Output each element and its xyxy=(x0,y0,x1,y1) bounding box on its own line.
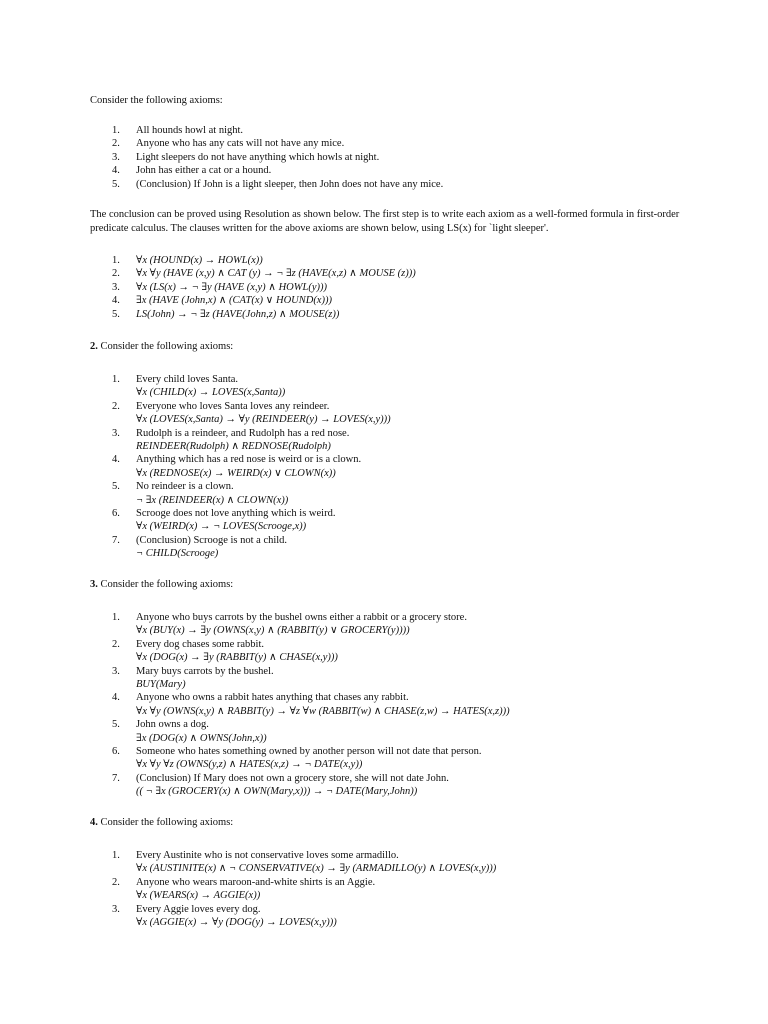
axiom-list-2 xyxy=(112,373,391,561)
list-item: 5. No reindeer is a clown. xyxy=(112,481,234,493)
list-item: 1. All hounds howl at night. xyxy=(112,125,244,136)
intro-heading: Consider the following axioms: xyxy=(90,95,223,106)
list-item: 4. John has either a cat or a hound. xyxy=(112,165,272,177)
list-item: 2. Every dog chases some rabbit. xyxy=(112,638,265,650)
formula-line: ∀x (WEARS(x) → AGGIE(x)) xyxy=(136,890,261,902)
list-item: 1. ∀x (HOUND(x) → HOWL(x)) xyxy=(112,255,263,266)
list-item: 4. Anyone who owns a rabbit hates anything that chases any rabbit. xyxy=(112,692,409,704)
list-item: 4. Anything which has a red nose is weird or is a clown. xyxy=(112,454,362,466)
list-item: 1. Every child loves Santa. xyxy=(112,374,239,385)
list-item: 2. Anyone who wears maroon-and-white shirts is an Aggie. xyxy=(112,876,376,888)
formula-line: ¬ CHILD(Scrooge) xyxy=(136,548,219,560)
list-item: 5. John owns a dog. xyxy=(112,719,209,731)
list-item: 6. Scrooge does not love anything which is weird. xyxy=(112,508,336,520)
axiom-list-4 xyxy=(112,849,496,929)
list-item: 2. ∀x ∀y (HAVE (x,y) ∧ CAT (y) → ¬ ∃z (HAVE(x,z) ∧ MOUSE (z))) xyxy=(112,268,416,280)
list-item: 2. Anyone who has any cats will not have any mice. xyxy=(112,138,345,150)
formula-line: ∀x (LOVES(x,Santa) → ∀y (REINDEER(y) → LOVES(x,y))) xyxy=(136,414,391,426)
list-item: 7. (Conclusion) If Mary does not own a grocery store, she will not date John. xyxy=(112,772,449,784)
formula-line: (( ¬ ∃x (GROCERY(x) ∧ OWN(Mary,x))) → ¬ DATE(Mary,John)) xyxy=(136,786,418,798)
formula-line: ∀x (AUSTINITE(x) ∧ ¬ CONSERVATIVE(x) → ∃y (ARMADILLO(y) ∧ LOVES(x,y))) xyxy=(136,863,497,875)
section-4-heading: 4. Consider the following axioms: xyxy=(90,817,234,828)
formula-line: ∃x (DOG(x) ∧ OWNS(John,x)) xyxy=(136,732,267,744)
formula-line: ∀x (REDNOSE(x) → WEIRD(x) ∨ CLOWN(x)) xyxy=(136,467,336,479)
list-item: 1. Every Austinite who is not conservative loves some armadillo. xyxy=(112,850,399,861)
formula-line: ¬ ∃x (REINDEER(x) ∧ CLOWN(x)) xyxy=(136,494,289,506)
explanation-paragraph: The conclusion can be proved using Resolution as shown below. The first step is to write each axiom as a well-formed formula in first-order predicate calculus. The clauses written for the above axioms are shown below, using LS(x) for `light sleeper'. xyxy=(90,209,680,234)
formula-list-1 xyxy=(112,254,416,321)
formula-line: ∀x ∀y (OWNS(x,y) ∧ RABBIT(y) → ∀z ∀w (RABBIT(w) ∧ CHASE(z,w) → HATES(x,z))) xyxy=(136,705,510,717)
formula-line: ∀x (BUY(x) → ∃y (OWNS(x,y) ∧ (RABBIT(y) ∨ GROCERY(y)))) xyxy=(136,625,410,637)
section-2-heading: 2. Consider the following axioms: xyxy=(90,341,234,352)
list-item: 3. Light sleepers do not have anything which howls at night. xyxy=(112,151,380,163)
axiom-list-1 xyxy=(112,124,443,191)
list-item: 5. LS(John) → ¬ ∃z (HAVE(John,z) ∧ MOUSE(z)) xyxy=(112,308,340,320)
list-item: 7. (Conclusion) Scrooge is not a child. xyxy=(112,534,288,546)
formula-line: ∀x (AGGIE(x) → ∀y (DOG(y) → LOVES(x,y))) xyxy=(136,917,337,929)
list-item: 6. Someone who hates something owned by another person will not date that person. xyxy=(112,746,482,758)
axiom-list-3 xyxy=(112,611,510,799)
list-item: 5. (Conclusion) If John is a light sleeper, then John does not have any mice. xyxy=(112,178,444,190)
list-item: 2. Everyone who loves Santa loves any reindeer. xyxy=(112,400,330,412)
list-item: 3. Every Aggie loves every dog. xyxy=(112,903,261,915)
list-item: 3. Mary buys carrots by the bushel. xyxy=(112,665,274,677)
formula-line: ∀x ∀y ∀z (OWNS(y,z) ∧ HATES(x,z) → ¬ DATE(x,y)) xyxy=(136,759,363,771)
formula-line: ∀x (CHILD(x) → LOVES(x,Santa)) xyxy=(136,387,286,399)
formula-line: ∀x (WEIRD(x) → ¬ LOVES(Scrooge,x)) xyxy=(136,521,307,533)
formula-line: REINDEER(Rudolph) ∧ REDNOSE(Rudolph) xyxy=(136,441,331,453)
formula-line: BUY(Mary) xyxy=(136,679,186,691)
formula-line: ∀x (DOG(x) → ∃y (RABBIT(y) ∧ CHASE(x,y))) xyxy=(136,652,338,664)
list-item: 3. ∀x (LS(x) → ¬ ∃y (HAVE (x,y) ∧ HOWL(y))) xyxy=(112,281,327,293)
list-item: 4. ∃x (HAVE (John,x) ∧ (CAT(x) ∨ HOUND(x))) xyxy=(112,295,332,307)
list-item: 1. Anyone who buys carrots by the bushel owns either a rabbit or a grocery store. xyxy=(112,612,467,623)
list-item: 3. Rudolph is a reindeer, and Rudolph has a red nose. xyxy=(112,427,350,439)
section-3-heading: 3. Consider the following axioms: xyxy=(90,579,234,590)
